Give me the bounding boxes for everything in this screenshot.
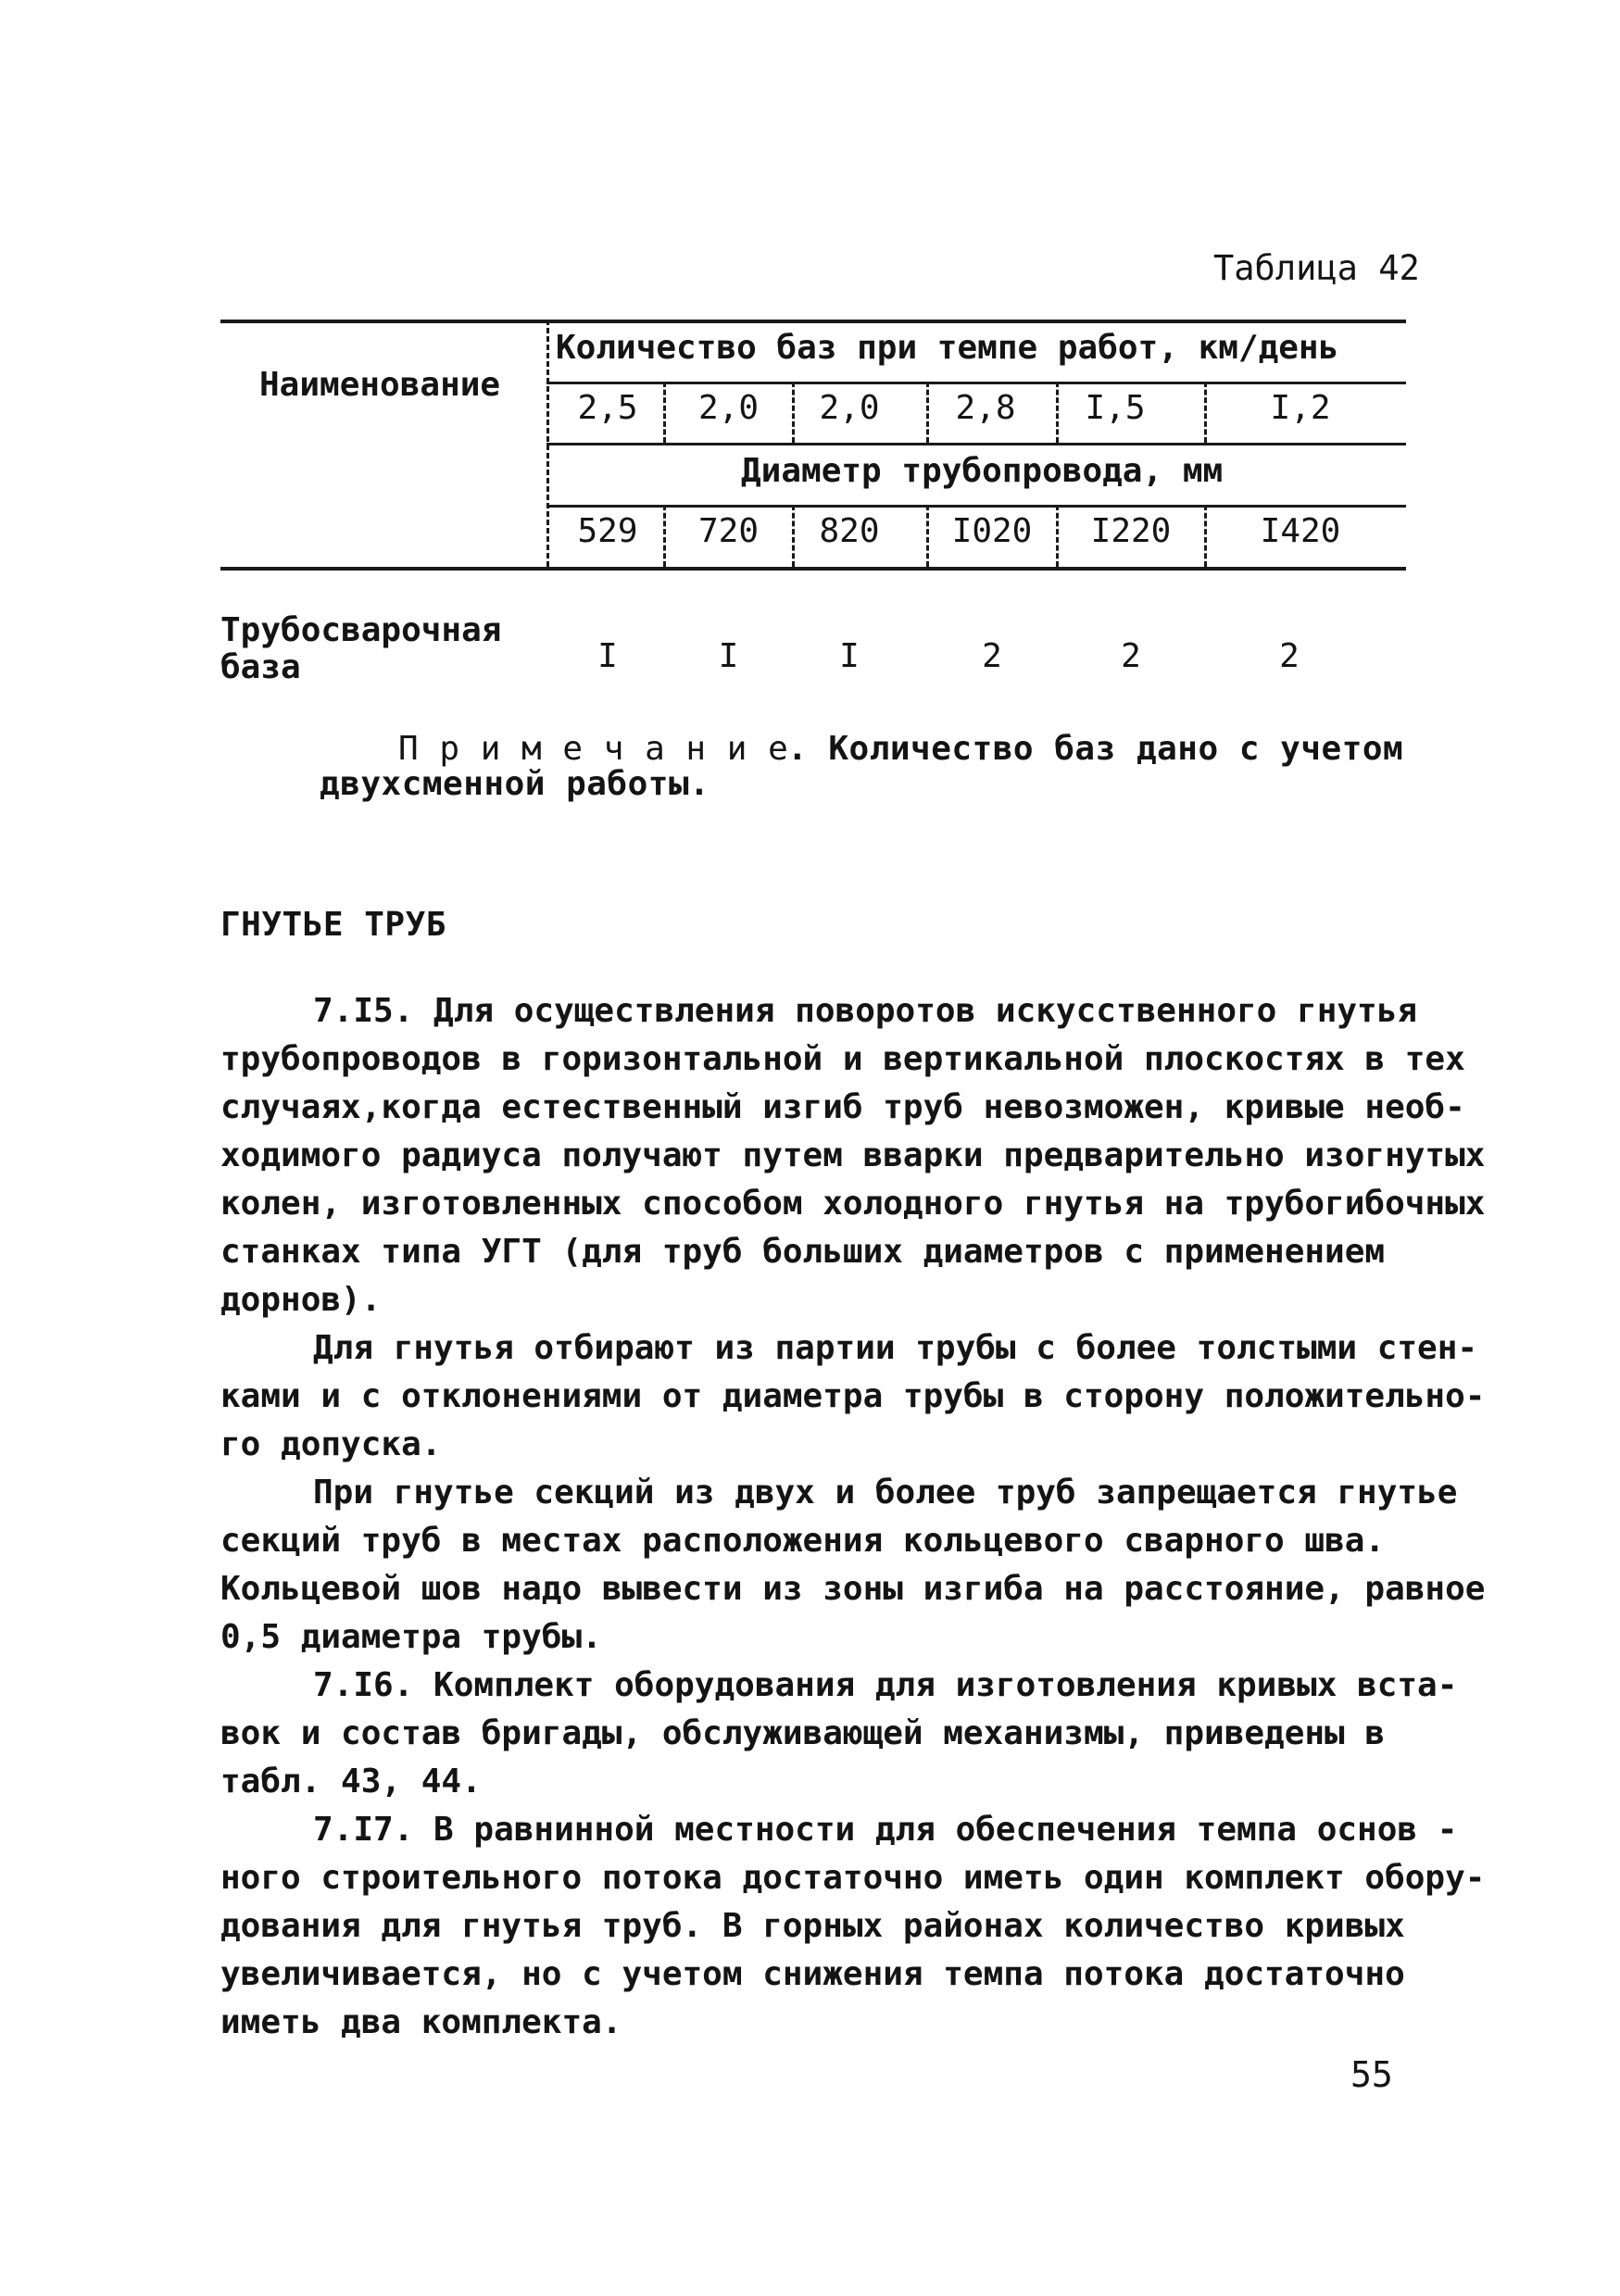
text-line: го допуска.: [220, 1425, 442, 1463]
text-line: Кольцевой шов надо вывести из зоны изгиба на расстояние, равное: [220, 1570, 1486, 1608]
speed-cell: 2,5: [577, 389, 638, 427]
text-line: станках типа УГТ (для труб больших диаметров с применением: [220, 1233, 1386, 1271]
text-line: 7.I6. Комплект оборудования для изготовления кривых вста-: [313, 1666, 1458, 1704]
note-text-line2: двухсменной работы.: [320, 765, 710, 803]
value-cell: 2: [1121, 637, 1141, 675]
section-title: ГНУТЬЕ ТРУБ: [220, 906, 446, 944]
note-label: П р и м е ч а н и е: [398, 730, 789, 768]
text-line: табл. 43, 44.: [220, 1763, 482, 1800]
diam-col-sep-1: [663, 505, 666, 567]
diam-col-sep-3: [926, 505, 929, 567]
speed-cell: 2,0: [697, 389, 760, 427]
diameter-cell: I420: [1260, 512, 1341, 550]
text-line: Для гнутья отбирают из партии трубы с более толстыми стен-: [313, 1329, 1478, 1367]
group-header-speed: Количество баз при темпе работ, км/день: [556, 329, 1339, 367]
group-header-diameter: Диаметр трубопровода, мм: [741, 452, 1224, 490]
row-name-line2: база: [220, 648, 301, 686]
text-line: ного строительного потока достаточно иметь один комплект обору-: [220, 1859, 1486, 1897]
diameter-cell: 720: [697, 512, 760, 550]
speed-cell: I,5: [1085, 389, 1146, 427]
text-line: секций труб в местах расположения кольцевого сварного шва.: [220, 1522, 1386, 1560]
text-line: При гнутье секций из двух и более труб запрещается гнутье: [313, 1474, 1458, 1512]
name-column-header: Наименование: [259, 366, 501, 404]
value-cell: 2: [1279, 637, 1300, 675]
table-rule-4: [546, 505, 1406, 508]
value-cell: I: [597, 637, 618, 675]
diameter-cell: I220: [1090, 512, 1172, 550]
text-line: ходимого радиуса получают путем вварки предварительно изогнутых: [220, 1136, 1486, 1174]
text-line: вок и состав бригады, обслуживающей механизмы, приведены в: [220, 1714, 1386, 1752]
speed-col-sep-4: [1056, 382, 1059, 443]
paragraph-bending-selection: [220, 1324, 1486, 1469]
text-line: ками и с отклонениями от диаметра трубы в сторону положительно-: [220, 1377, 1486, 1415]
paragraph-7-15: [220, 987, 1486, 1324]
text-line: дорнов).: [220, 1281, 382, 1319]
table-header-bottom-rule: [220, 567, 1406, 571]
speed-cell: 2,0: [819, 389, 880, 427]
paragraph-7-16: [220, 1662, 1458, 1806]
paragraph-weld-seam: [220, 1469, 1486, 1662]
diameter-cell: 820: [819, 512, 880, 550]
diameter-cell: 529: [577, 512, 638, 550]
value-cell: I: [718, 637, 739, 675]
speed-col-sep-1: [663, 382, 666, 443]
table-rule-2: [546, 382, 1406, 384]
text-line: увеличивается, но с учетом снижения темпа потока достаточно: [220, 1955, 1405, 1993]
table-top-rule: [220, 320, 1406, 323]
table-rule-3: [546, 443, 1406, 445]
text-line: 0,5 диаметра трубы.: [220, 1618, 602, 1656]
speed-cell: I,2: [1270, 389, 1331, 427]
text-line: дования для гнутья труб. В горных районах количество кривых: [220, 1907, 1405, 1945]
name-column-separator: [546, 320, 549, 567]
text-line: иметь два комплекта.: [220, 2003, 622, 2041]
table-label: Таблица 42: [1213, 248, 1420, 288]
diam-col-sep-4: [1056, 505, 1059, 567]
value-cell: 2: [982, 637, 1002, 675]
paragraph-7-17: [220, 1806, 1486, 2047]
text-line: 7.I7. В равнинной местности для обеспечения темпа основ -: [313, 1811, 1458, 1849]
note-text-line1: . Количество баз дано с учетом: [787, 730, 1404, 768]
page-number: 55: [1350, 2054, 1393, 2095]
diameter-cell: I020: [951, 512, 1033, 550]
value-cell: I: [839, 637, 860, 675]
text-line: колен, изготовленных способом холодного гнутья на трубогибочных: [220, 1185, 1486, 1223]
text-line: трубопроводов в горизонтальной и вертикальной плоскостях в тех: [220, 1040, 1465, 1078]
speed-cell: 2,8: [955, 389, 1016, 427]
speed-col-sep-3: [926, 382, 929, 443]
text-line: 7.I5. Для осуществления поворотов искусственного гнутья: [313, 992, 1418, 1030]
speed-col-sep-5: [1204, 382, 1207, 443]
text-line: случаях,когда естественный изгиб труб невозможен, кривые необ-: [220, 1088, 1465, 1126]
diam-col-sep-5: [1204, 505, 1207, 567]
row-name-line1: Трубосварочная: [220, 611, 502, 649]
